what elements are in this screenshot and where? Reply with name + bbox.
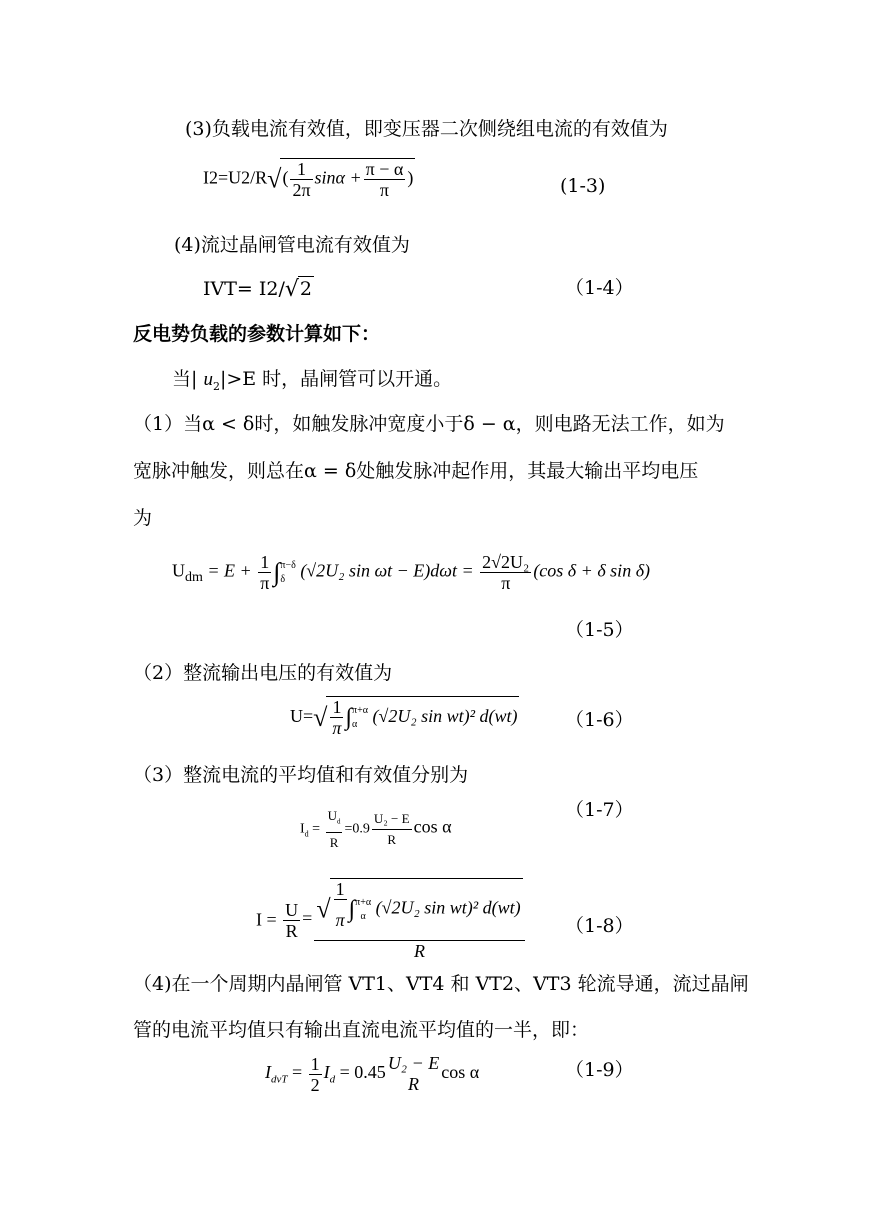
integral-lower: δ: [280, 573, 286, 585]
integral-upper: π−δ: [280, 559, 296, 571]
formula-term: (√2U₂ sin ωt − E)dωt =: [300, 560, 474, 581]
frac-den: π: [332, 718, 342, 738]
frac-den: π: [335, 910, 345, 930]
frac-den: R: [387, 831, 397, 847]
frac-num: 1: [335, 879, 345, 899]
formula-lhs: I2=U2/R: [203, 167, 268, 188]
frac-den: π: [501, 573, 511, 593]
formula-term-sub: d: [329, 1073, 336, 1086]
equation-number: （1-6）: [565, 709, 634, 731]
formula-1-4: IVT= I2/√2: [203, 277, 312, 302]
formula-term: sinα +: [314, 167, 362, 188]
text-line: (4)流过晶闸管电流有效值为: [174, 234, 410, 256]
text-line: [172, 367, 452, 399]
formula-lhs: I: [265, 1062, 271, 1083]
formula-lhs-sub: dvT: [271, 1073, 288, 1086]
text-line: 为: [133, 507, 153, 529]
equation-number: （1-5）: [565, 619, 634, 641]
formula-term: cos α: [441, 1062, 480, 1083]
text-part: |>E 时，晶闸管可以开通。: [219, 368, 453, 390]
frac-den: R: [329, 834, 339, 850]
text-line: （1）当α < δ时，如触发脉冲宽度小于δ − α，则电路无法工作，如为: [133, 413, 725, 435]
frac-num-sub: d: [336, 817, 341, 826]
frac-num: 1: [332, 697, 342, 717]
integral-sign: ∫: [273, 557, 281, 587]
frac-den: π: [260, 573, 270, 593]
equation-number: （1-7）: [565, 799, 634, 821]
frac-num: U: [327, 808, 337, 823]
text-line: （2）整流输出电压的有效值为: [133, 662, 393, 684]
frac-num: π − α: [365, 159, 404, 179]
formula-term: I: [323, 1062, 330, 1083]
formula-term: =0.9: [344, 821, 370, 837]
formula-lhs: U: [172, 560, 185, 581]
text-line: （4)在一个周期内晶闸管 VT1、VT4 和 VT2、VT3 轮流导通，流过晶闸: [133, 973, 749, 995]
formula-lhs-sub: d: [304, 829, 309, 839]
text-part: 当|: [172, 368, 198, 390]
frac-num: U₂ − E: [372, 809, 412, 830]
integral-lower: α: [360, 910, 366, 922]
equation-number: (1-3): [560, 175, 606, 197]
frac-num: 1: [290, 159, 312, 180]
integral-sign: ∫: [345, 704, 353, 731]
formula-term: = E +: [207, 560, 252, 581]
text-line: （3）整流电流的平均值和有效值分别为: [133, 764, 469, 786]
formula-1-9: $I_{dvT}$ = $\frac{1}{2}$ $I_d = 0.45$ U₂ − E R cos α: [265, 1053, 480, 1095]
frac-den: 2π: [292, 180, 311, 200]
text-line: 管的电流平均值只有输出直流电流平均值的一半，即：: [133, 1019, 590, 1041]
frac-num: 2√2U₂: [482, 552, 530, 572]
formula-term: (√2U₂ sin wt)² d(wt): [372, 706, 518, 727]
frac-den: R: [413, 941, 425, 961]
text-line: (3)负载电流有效值，即变压器二次侧绕组电流的有效值为: [185, 118, 668, 140]
frac-num: U: [285, 899, 299, 920]
var-u2-sub: 2: [212, 379, 220, 393]
sqrt-arg: 2: [299, 278, 312, 300]
formula-1-8: I = $\frac{U}{R}$ = √ $\frac{1}{\pi}\int$ π+α α (√2U₂ sin wt)² d(wt) R: [256, 878, 527, 962]
formula-term: cos α: [413, 816, 452, 837]
equation-number: （1-9）: [565, 1059, 634, 1081]
formula-lhs: U=: [290, 706, 314, 727]
equation-number: （1-4）: [565, 277, 634, 299]
formula-lhs: IVT= I2/: [203, 278, 285, 300]
frac-den: R: [285, 920, 298, 941]
section-heading: 反电势负载的参数计算如下：: [133, 323, 381, 345]
integral-lower: α: [352, 719, 358, 730]
formula-1-3: I2=U2/R√( $\frac{1}{2\pi}$ sinα + $\frac{\pi - \alpha}{\pi}$ ): [203, 159, 414, 200]
integral-upper: π+α: [355, 896, 372, 908]
frac-num: 1: [310, 1053, 320, 1074]
formula-1-6: U=√ $\frac{1}{\pi}\int$ π+α α (√2U₂ sin wt)² d(wt): [290, 697, 518, 738]
frac-den: R: [408, 1074, 420, 1094]
integral-sign: ∫: [348, 896, 356, 923]
frac-num: U₂ − E: [387, 1053, 440, 1073]
formula-term: = 0.45: [339, 1062, 386, 1083]
equation-number: （1-8）: [565, 915, 634, 937]
formula-1-5: [172, 552, 650, 593]
frac-num: 1: [258, 552, 271, 573]
formula-lhs: I =: [256, 909, 277, 930]
formula-term: (√2U₂ sin wt)² d(wt): [375, 897, 521, 918]
frac-den: π: [379, 180, 390, 200]
text-line: 宽脉冲触发，则总在α = δ处触发脉冲起作用，其最大输出平均电压: [133, 460, 699, 482]
var-u2: u: [203, 369, 213, 390]
formula-lhs: I: [300, 821, 305, 837]
formula-term: (cos δ + δ sin δ): [533, 560, 651, 581]
formula-1-7: $I_d$ = $\frac{U_d}{R}$ =0.9 $\frac{\text{U₂ − E}}{R}$ cos α: [300, 806, 452, 853]
frac-den: 2: [310, 1074, 320, 1095]
formula-lhs-sub: dm: [185, 570, 203, 586]
integral-upper: π+α: [352, 705, 368, 716]
